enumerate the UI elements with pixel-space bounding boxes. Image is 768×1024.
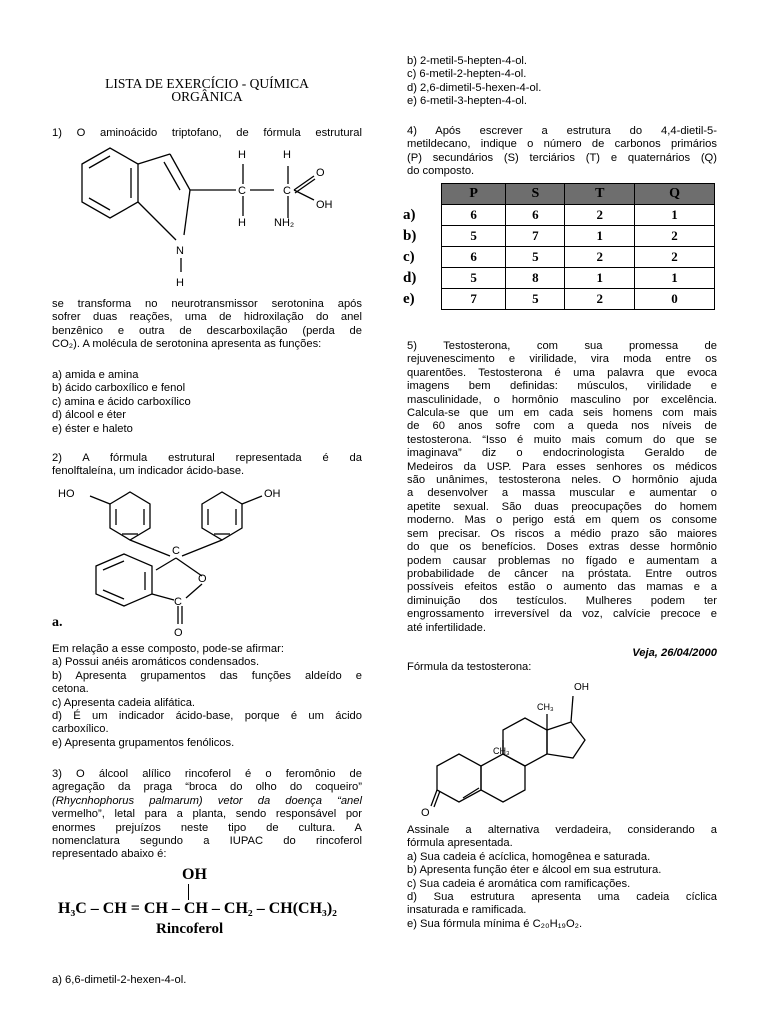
option-d: d) 2,6-dimetil-5-hexen-4-ol. xyxy=(407,81,542,94)
question-5-text: 5) Testosterona, com sua promessa de rejuvenescimento e virilidade, vira moda entre os quarentões. Testosterona é uma palavra que evoca imagens bem definidas: músculos, virilidade e masculinidade, o hormônio masculino por excelência. Calcula-se que um em cada seis homens com mais de 60 anos sofre com a queda nos níveis de testosterona. “Isso é muito mais comum do que se imaginava” diz o endocrinologista Geraldo de Medeiros da USP. Para esses senhores os médicos são unânimes, testosterona neles. O hormônio ajuda a desenvolver a massa muscular e aumentar o apetite sexual. São duas preocupações do homem moderno. Mas o perigo está em quem os consome sem precisar. Os riscos a médio prazo são maiores do que os benefícios. Doses extras desse hormônio podem causar problemas no fígado e aumentam a probabilidade de câncer na próstata. Entre outros possíveis efeitos estão o aumento das mamas e a diminuição dos testículos. Mulheres podem ter engrossamento irreversível da voz, calvície precoce e até infertilidade. xyxy=(407,340,717,634)
question-3-text: 3) O álcool alílico rincoferol é o feromônio de agregação da praga “broca do olho do coqueiro” (Rhycnhophorus palmarum) vetor da doença “anel vermelho”, letal para a planta, sendo responsável por enormes prejuízos neste tipo de cultura. A nomenclatura segundo a IUPAC do rincoferol representado abaixo é: xyxy=(52,768,362,861)
option-e: e) Sua fórmula mínima é C₂₀H₁₉O₂. xyxy=(407,917,583,930)
o-label: O xyxy=(421,807,430,819)
ch3-label: CH₃ xyxy=(537,702,554,712)
oh-label: OH xyxy=(574,682,589,693)
option-e: e) Apresenta grupamentos fenólicos. xyxy=(52,736,235,749)
option-a: a) Sua cadeia é acíclica, homogênea e saturada. xyxy=(407,850,651,863)
option-c: c) 6-metil-2-hepten-4-ol. xyxy=(407,68,527,81)
c-label: C xyxy=(174,596,182,608)
ch3-label: CH₃ xyxy=(493,746,510,756)
title-line-1: LISTA DE EXERCÍCIO - QUÍMICA xyxy=(105,76,309,91)
question-1-intro: 1) O aminoácido triptofano, de fórmula estrutural xyxy=(52,127,362,139)
oh-label: OH xyxy=(316,199,333,211)
h-label: H xyxy=(238,217,246,229)
question-2-intro: 2) A fórmula estrutural representada é da fenolftaleína, um indicador ácido-base. xyxy=(52,452,362,478)
testosterone-structure xyxy=(417,676,667,822)
oh-label: OH xyxy=(264,488,281,500)
formula-bond xyxy=(188,884,189,900)
answer-table xyxy=(403,183,715,310)
nh2-label: NH₂ xyxy=(274,217,295,229)
option-b: b) Apresenta grupamentos das funções aldeído e xyxy=(52,669,362,682)
table-row: a) 6 6 2 1 xyxy=(403,205,715,226)
option-c: c) Sua cadeia é aromática com ramificações. xyxy=(407,877,631,890)
c-label: C xyxy=(172,545,180,557)
ho-label: HO xyxy=(58,488,75,500)
column-header: T xyxy=(565,184,635,205)
question-3-option-a: a) 6,6-dimetil-2-hexen-4-ol. xyxy=(52,974,187,986)
column-header: S xyxy=(506,184,565,205)
question-5-options: Assinale a alternativa verdadeira, considerando a fórmula apresentada. a) Sua cadeia é acíclica, homogênea e saturada. b) Apresenta função éter e álcool em sua estrutura. c) Sua cadeia é aromática com ramificações. d) Sua estrutura apresenta uma cadeia cíclica insaturada e ramificada. e) Sua fórmula mínima é C₂₀H₁₉O₂. xyxy=(407,824,717,930)
h-label: H xyxy=(283,149,291,161)
page-title xyxy=(52,77,362,104)
question-3-continued xyxy=(407,55,717,109)
question-2-text: Em relação a esse composto, pode-se afirmar: a) Possui anéis aromáticos condensados. b) Apresenta grupamentos das funções aldeído e cetona. c) Apresenta cadeia alifática. d) É um indicador ácido-base, porque é um ácido carboxílico. e) Apresenta grupamentos fenólicos. xyxy=(52,643,362,749)
formula-oh: OH xyxy=(182,866,207,883)
c-label: C xyxy=(283,185,291,197)
question-1-options xyxy=(52,369,362,436)
rincoferol-name: Rincoferol xyxy=(156,921,224,937)
title-line-2: ORGÂNICA xyxy=(171,89,243,105)
question-4-text: 4) Após escrever a estrutura do 4,4-dietil-5- metildecano, indique o número de carbonos primários (P) secundários (S) terciários (T) e quaternários (Q) do composto. xyxy=(407,125,717,178)
h-label: H xyxy=(176,277,184,289)
option-c: c) amina e ácido carboxílico xyxy=(52,395,191,408)
option-b: b) 2-metil-5-hepten-4-ol. xyxy=(407,55,528,67)
option-a: a) amida e amina xyxy=(52,369,139,381)
source-citation: Veja, 26/04/2000 xyxy=(632,647,717,659)
option-b: b) ácido carboxílico e fenol xyxy=(52,382,186,395)
column-header: P xyxy=(442,184,506,205)
table-row: c) 6 5 2 2 xyxy=(403,247,715,268)
option-c: c) Apresenta cadeia alifática. xyxy=(52,696,196,709)
question-1-text: se transforma no neurotransmissor serotonina após sofrer duas reações, uma de hidroxilação do anel benzênico e outra de descarboxilação (perda de CO₂). A molécula de serotonina apresenta as funções: xyxy=(52,298,362,351)
column-header: Q xyxy=(635,184,715,205)
figure-mark: a. xyxy=(52,615,63,630)
c-label: C xyxy=(238,185,246,197)
o-label: O xyxy=(198,573,207,585)
rincoferol-formula: H₃C – CH = CH – CH – CH₂ – CH(CH₃)₂ xyxy=(58,900,337,917)
table-header-row xyxy=(403,184,715,205)
tryptophan-structure xyxy=(52,140,352,298)
table-row: e) 7 5 2 0 xyxy=(403,289,715,310)
option-d: d) álcool e éter xyxy=(52,409,127,422)
formula-caption: Fórmula da testosterona: xyxy=(407,661,532,673)
o-label: O xyxy=(174,627,183,639)
o-label: O xyxy=(316,167,325,179)
option-a: a) Possui anéis aromáticos condensados. xyxy=(52,656,260,669)
table-row: d) 5 8 1 1 xyxy=(403,268,715,289)
option-b: b) Apresenta função éter e álcool em sua estrutura. xyxy=(407,864,662,877)
option-e: e) éster e haleto xyxy=(52,422,133,435)
table-row: b) 5 7 1 2 xyxy=(403,226,715,247)
phenolphthalein-structure xyxy=(52,482,302,640)
option-d: d) Sua estrutura apresenta uma cadeia cíclica xyxy=(407,891,717,904)
option-e: e) 6-metil-3-hepten-4-ol. xyxy=(407,95,528,108)
n-label: N xyxy=(176,245,184,257)
option-d: d) É um indicador ácido-base, porque é um ácido xyxy=(52,710,362,723)
h-label: H xyxy=(238,149,246,161)
